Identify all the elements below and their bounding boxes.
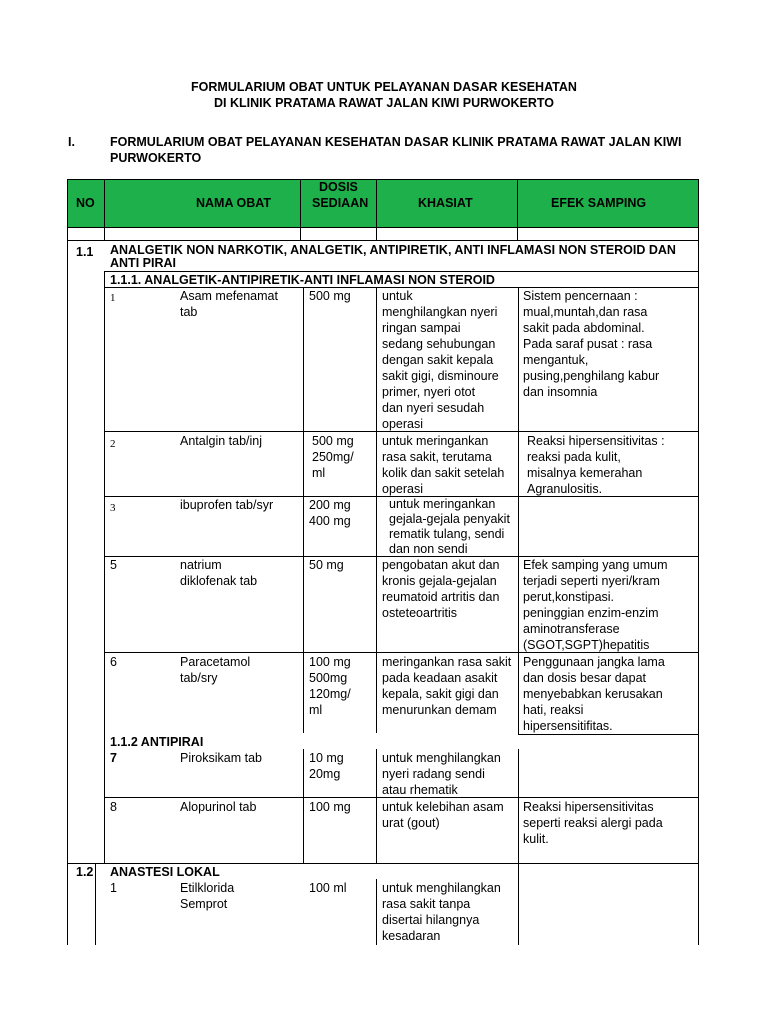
drug-dose: 100 mg [309,800,351,814]
drug-khasiat: untuk menghilangkan nyeri ringan sampai sedang sehubungan dengan sakit kepala sakit gigi, disminoure primer, nyeri otot dan nyeri sesudah operasi [382,289,499,431]
drug-khasiat: untuk menghilangkan nyeri radang sendi atau rhematik [382,751,501,797]
drug-name: Paracetamol tab/sry [180,655,251,685]
header-nama-obat: NAMA OBAT [196,196,271,210]
drug-name: Antalgin tab/inj [180,434,263,448]
drug-name: ibuprofen tab/syr [180,498,274,512]
drug-efek-samping: Sistem pencernaan : mual,muntah,dan rasa sakit pada abdominal. Pada saraf pusat : rasa mengantuk, pusing,penghilang kabur dan insomnia [523,289,660,399]
grid-line [376,749,377,863]
grid-line [300,179,301,240]
row-number: 2 [110,438,116,450]
grid-line [104,179,105,240]
drug-name: Etilklorida Semprot [180,881,235,911]
grid-line [95,863,96,945]
header-khasiat: KHASIAT [418,196,473,210]
section-number: I. [68,135,75,149]
drug-dose: 200 mg 400 mg [309,498,351,528]
group-number: 1.1 [76,245,94,259]
row-number: 1 [110,292,116,304]
grid-line [104,271,105,863]
row-number: 8 [110,800,117,814]
grid-line [303,287,304,733]
grid-line [67,179,68,945]
drug-khasiat: untuk meringankan rasa sakit, terutama kolik dan sakit setelah operasi [382,434,505,496]
grid-line [303,749,304,863]
header-dosis-line-1: DOSIS [319,180,358,194]
grid-line [67,227,699,228]
drug-khasiat: pengobatan akut dan kronis gejala-gejalan reumatoid artritis dan osteteoartritis [382,558,500,620]
grid-line [376,287,377,733]
grid-line [376,179,377,240]
section-title-line-2: PURWOKERTO [110,151,202,165]
grid-line [67,179,699,180]
grid-line [376,879,377,945]
drug-dose: 10 mg 20mg [309,751,344,781]
drug-khasiat: untuk menghilangkan rasa sakit tanpa disertai hilangnya kesadaran [382,881,501,943]
drug-efek-samping: Penggunaan jangka lama dan dosis besar dapat menyebabkan kerusakan hati, reaksi hipersensitifitas. [523,655,665,733]
drug-name: natrium diklofenak tab [180,558,258,588]
drug-efek-samping: Efek samping yang umum terjadi seperti nyeri/kram perut,konstipasi. peninggian enzim-enzim aminotransferase (SGOT,SGPT)hepatitis [523,558,668,652]
drug-dose: 500 mg [309,289,351,303]
drug-dose: 50 mg [309,558,344,572]
drug-dose: 500 mg 250mg/ ml [312,434,354,480]
drug-name: Asam mefenamat tab [180,289,278,319]
drug-khasiat: untuk kelebihan asam urat (gout) [382,800,504,830]
drug-dose: 100 mg 500mg 120mg/ ml [309,655,351,717]
row-number: 6 [110,655,117,669]
subgroup-title: 1.1.1. ANALGETIK-ANTIPIRETIK-ANTI INFLAMASI NON STEROID [110,273,495,287]
grid-line [67,240,699,241]
header-efek-samping: EFEK SAMPING [551,196,647,210]
grid-line [518,749,519,863]
drug-name: Piroksikam tab [180,751,262,765]
grid-line [517,179,518,240]
drug-efek-samping: Reaksi hipersensitivitas : reaksi pada kulit, misalnya kemerahan Agranulositis. [527,434,665,496]
grid-line [698,179,699,945]
grid-line [518,287,519,734]
drug-dose: 100 ml [309,881,347,895]
grid-line [518,863,519,945]
header-no: NO [76,196,95,210]
group-title-line-1: ANALGETIK NON NARKOTIK, ANALGETIK, ANTIPIRETIK, ANTI INFLAMASI NON STEROID DAN [110,243,676,257]
drug-name: Alopurinol tab [180,800,257,814]
drug-efek-samping: Reaksi hipersensitivitas seperti reaksi alergi pada kulit. [523,800,663,846]
header-dosis-line-2: SEDIAAN [312,196,369,210]
row-number: 5 [110,558,117,572]
grid-line [518,734,699,735]
document-title-line-1: FORMULARIUM OBAT UNTUK PELAYANAN DASAR KESEHATAN [191,80,577,94]
drug-khasiat: untuk meringankan gejala-gejala penyakit rematik tulang, sendi dan non sendi [389,497,510,556]
subgroup-title: 1.1.2 ANTIPIRAI [110,735,204,749]
group-number: 1.2 [76,865,94,879]
row-number: 7 [110,751,117,765]
document-title-line-2: DI KLINIK PRATAMA RAWAT JALAN KIWI PURWOKERTO [213,96,555,110]
section-title-line-1: FORMULARIUM OBAT PELAYANAN KESEHATAN DASAR KLINIK PRATAMA RAWAT JALAN KIWI [110,135,682,149]
row-number: 3 [110,502,116,514]
group-title-line-2: ANTI PIRAI [110,256,176,270]
group-title: ANASTESI LOKAL [110,865,220,879]
row-number: 1 [110,881,117,895]
drug-khasiat: meringankan rasa sakit pada keadaan asakit kepala, sakit gigi dan menurunkan demam [382,655,512,717]
